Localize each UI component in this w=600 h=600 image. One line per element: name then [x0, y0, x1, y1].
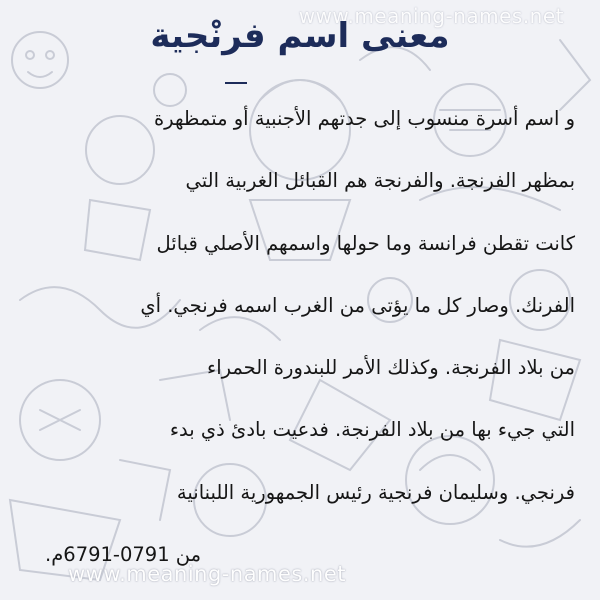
watermark-top: www.meaning-names.net	[298, 4, 564, 28]
meaning-text-line: التي جيء بها من بلاد الفرنجة. فدعيت بادئ ذي بدء	[169, 418, 575, 442]
meaning-text-block	[30, 100, 575, 598]
meaning-text-line: و اسم أسرة منسوب إلى جدتهم الأجنبية أو متمظهرة	[153, 107, 575, 130]
meaning-text-line: الفرنك. وصار كل ما يؤتى من الغرب اسمه فرنجي. أي	[140, 293, 575, 317]
page-title: معنى اسم فرنْجية	[150, 16, 450, 56]
meaning-text-line: فرنجي. وسليمان فرنجية رئيس الجمهورية اللبنانية	[176, 480, 575, 504]
meaning-text-line: من بلاد الفرنجة. وكذلك الأمر للبندورة الحمراء	[207, 356, 575, 380]
meaning-text-line: بمظهر الفرنجة. والفرنجة هم القبائل الغربية التي	[185, 169, 575, 193]
meaning-text-line-last: من 0791-6791م.	[45, 543, 202, 567]
meaning-text-line: كانت تقطن فرانسة وما حولها واسمهم الأصلي قبائل	[156, 231, 575, 255]
title-underline-divider	[225, 82, 247, 84]
watermark-bottom: www.meaning-names.net	[68, 562, 347, 586]
